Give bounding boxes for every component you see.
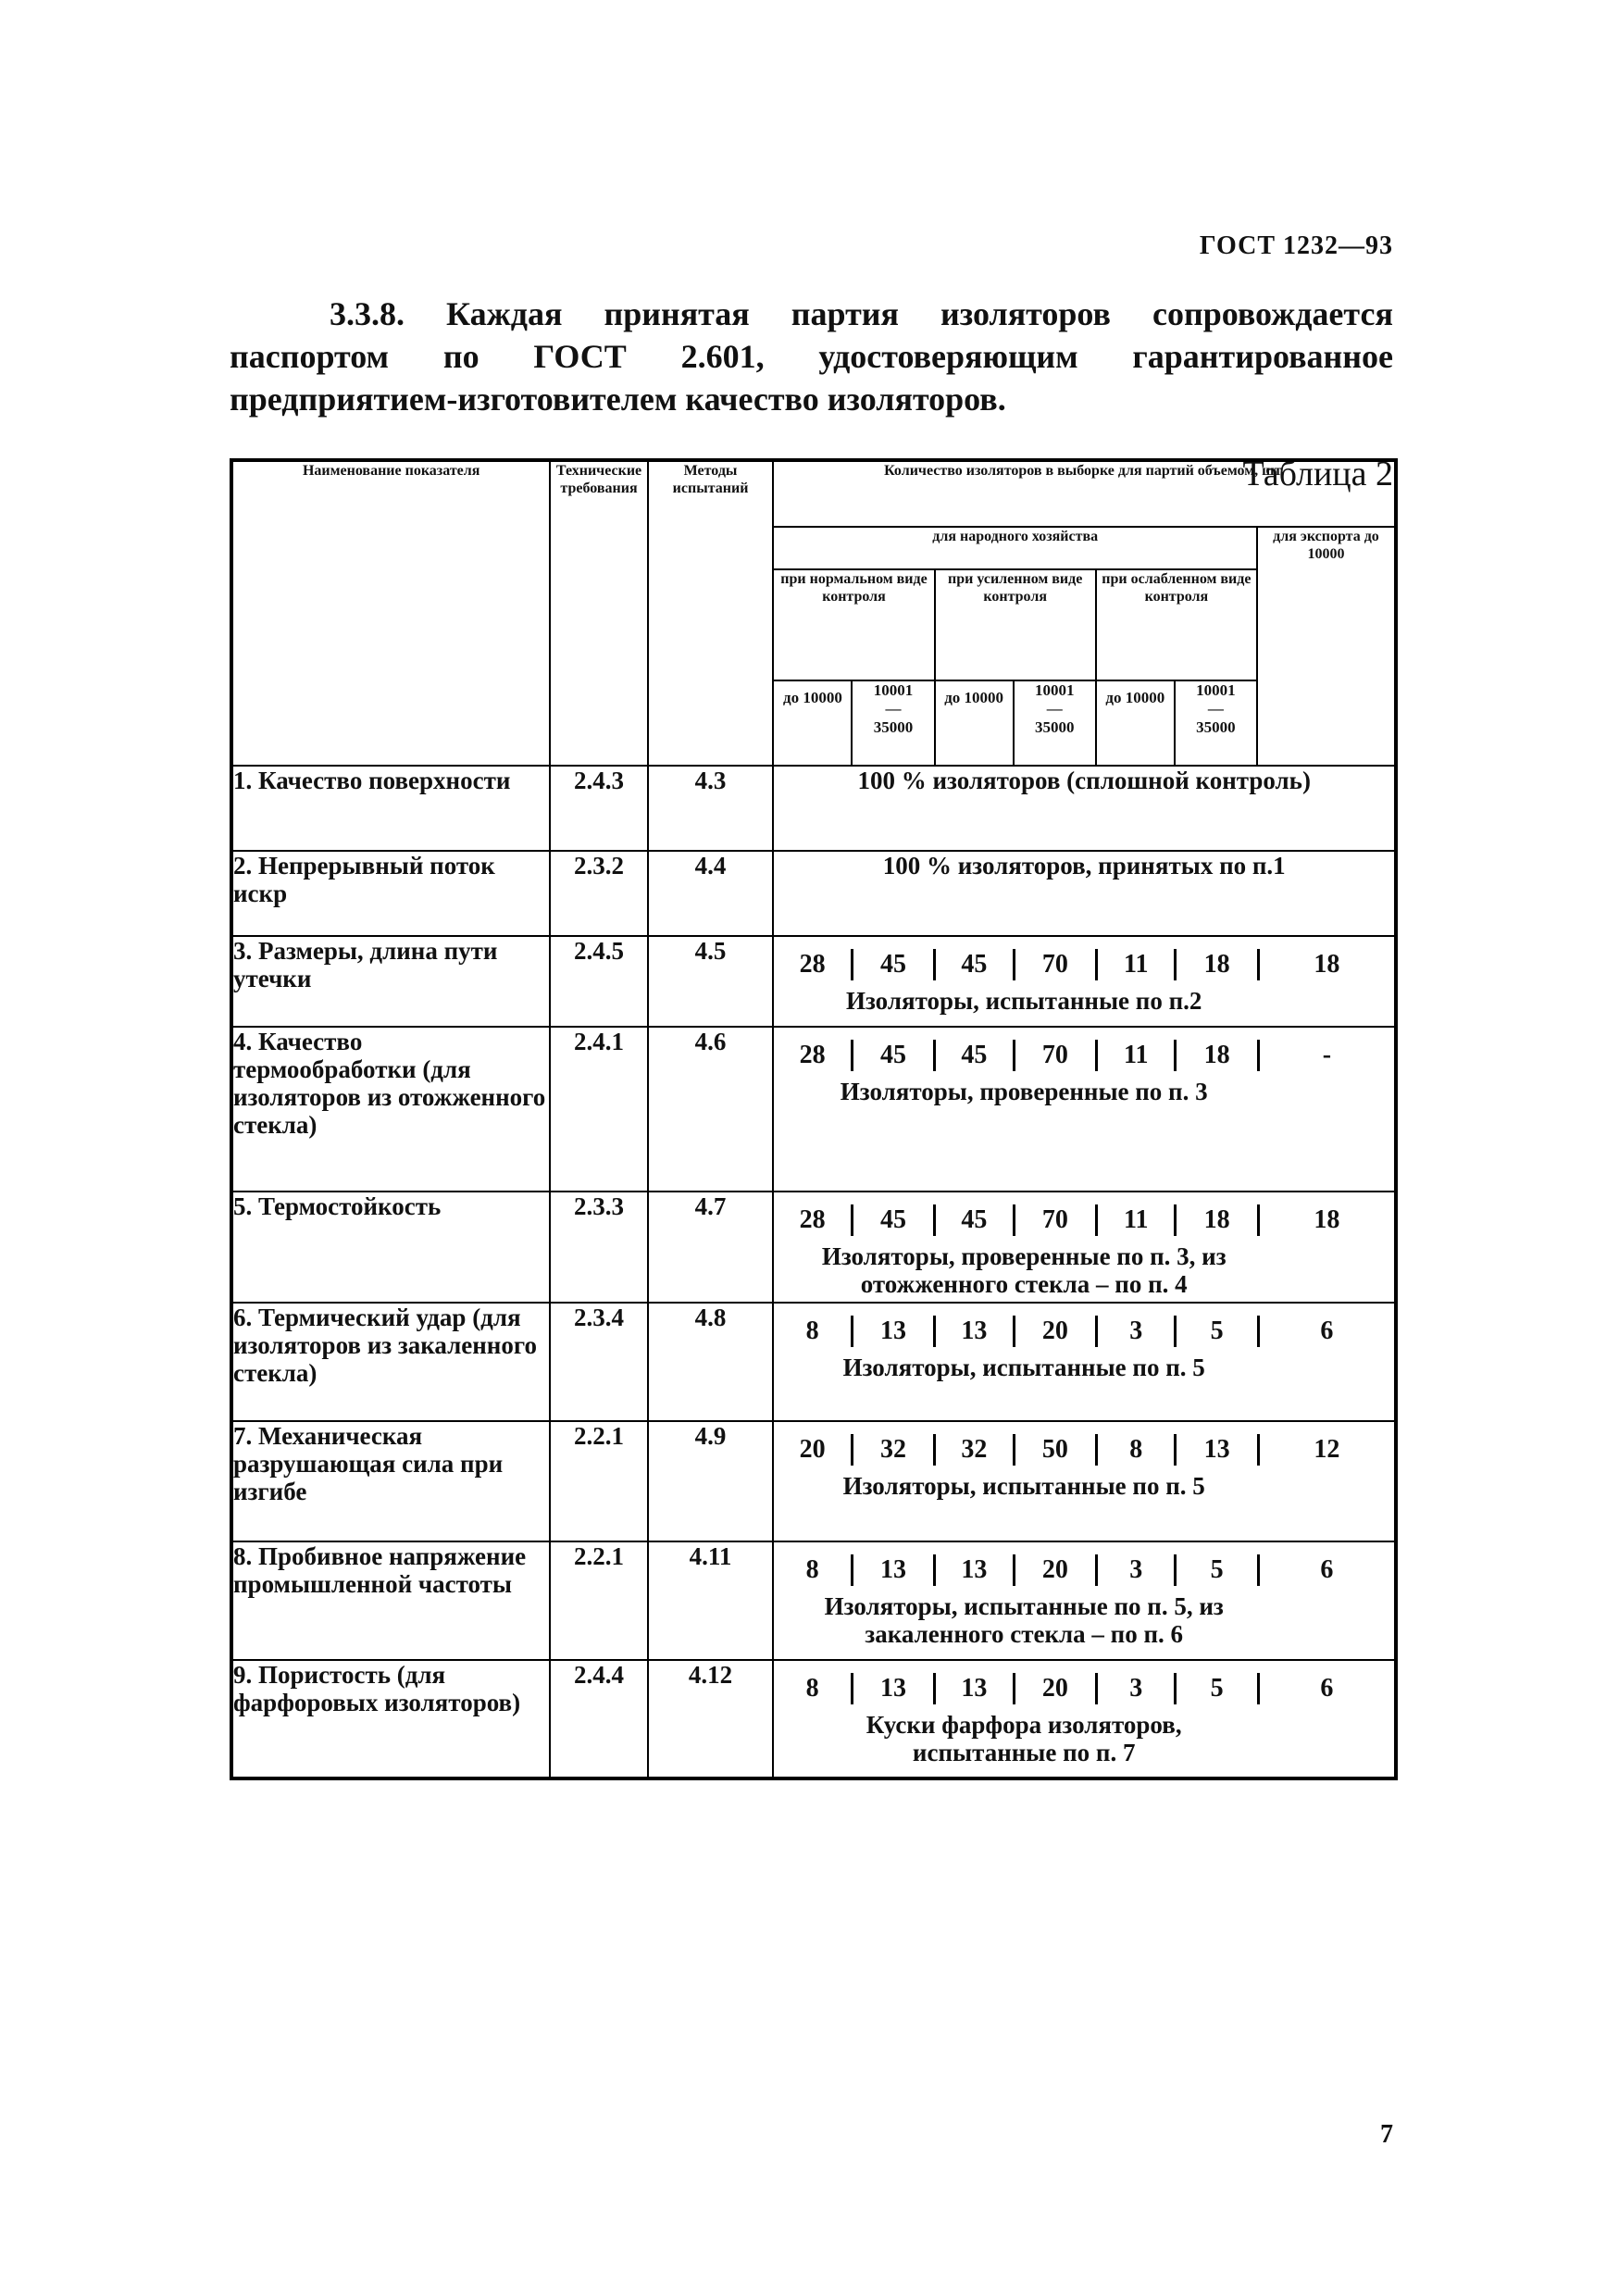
sample-value: 20 [1041, 1555, 1068, 1584]
upto-label: до 10000 [783, 689, 842, 706]
sample-value: 18 [1203, 1205, 1230, 1234]
row-note: Изоляторы, испытанные по п. 5 [842, 1354, 1205, 1381]
sample-value: 13 [880, 1674, 907, 1703]
sample-value: 28 [799, 1205, 826, 1234]
row-method: 4.3 [648, 766, 774, 851]
sample-values [774, 1422, 1394, 1470]
range-bottom: 35000 [1034, 718, 1075, 736]
row-note: Куски фарфора изоляторов, испытанные по п. 7 [866, 1711, 1182, 1766]
header-strict: при усиленном виде контроля [935, 569, 1096, 680]
row-name: 3. Размеры, длина пути утечки [231, 936, 550, 1027]
sample-value: 45 [961, 1205, 988, 1234]
header-normal: при нормальном виде контроля [773, 569, 934, 680]
export-value: 18 [1314, 950, 1340, 979]
sample-value: 18 [1203, 1041, 1230, 1069]
range-top: 10001 [1196, 681, 1236, 699]
data-table [230, 458, 1398, 1780]
sample-value: 28 [799, 1041, 826, 1069]
range-bottom: 35000 [1196, 718, 1236, 736]
header-upto-2 [935, 680, 1014, 766]
row-full-note: 100 % изоляторов (сплошной контроль) [773, 766, 1396, 851]
sample-value: 32 [961, 1435, 988, 1464]
row-note: Изоляторы, проверенные по п. 3, из отожженного стекла – по п. 4 [821, 1242, 1227, 1298]
sample-values [774, 1028, 1394, 1076]
row-method: 4.5 [648, 936, 774, 1027]
sample-values [774, 1304, 1394, 1352]
table-caption: Таблица 2 [1242, 455, 1393, 493]
sample-values [774, 937, 1394, 985]
sample-values [774, 1661, 1394, 1709]
sample-values [774, 1542, 1394, 1591]
header-upto-3 [1096, 680, 1175, 766]
sample-value: 20 [1041, 1674, 1068, 1703]
export-value: 6 [1320, 1674, 1334, 1703]
sample-value: 45 [880, 1205, 907, 1234]
sample-value: 8 [805, 1316, 819, 1345]
sample-value: 3 [1129, 1316, 1143, 1345]
row-full-note: 100 % изоляторов, принятых по п.1 [773, 851, 1396, 936]
sample-value: 13 [961, 1674, 988, 1703]
sample-value: 8 [805, 1674, 819, 1703]
range-top: 10001 [1034, 681, 1075, 699]
table-row [231, 851, 1396, 936]
table-row [231, 1541, 1396, 1660]
row-name: 6. Термический удар (для изоляторов из закаленного стекла) [231, 1303, 550, 1421]
row-tech: 2.3.4 [550, 1303, 647, 1421]
row-values [773, 936, 1396, 1027]
row-note: Изоляторы, испытанные по п.2 [845, 987, 1202, 1015]
row-note: Изоляторы, проверенные по п. 3 [840, 1078, 1208, 1105]
row-tech: 2.4.4 [550, 1660, 647, 1778]
header-range-1 [852, 680, 934, 766]
sample-value: 3 [1129, 1555, 1143, 1584]
page-number: 7 [1380, 2120, 1393, 2149]
sample-value: 3 [1129, 1674, 1143, 1703]
sample-value: 18 [1203, 950, 1230, 979]
sample-value: 70 [1041, 1205, 1068, 1234]
range-dash: — [1046, 700, 1063, 718]
row-method: 4.9 [648, 1421, 774, 1541]
sample-value: 70 [1041, 950, 1068, 979]
sample-value: 11 [1123, 1205, 1149, 1234]
header-range-3 [1175, 680, 1257, 766]
row-values [773, 1027, 1396, 1192]
upto-label: до 10000 [1105, 689, 1165, 706]
row-method: 4.8 [648, 1303, 774, 1421]
row-tech: 2.2.1 [550, 1541, 647, 1660]
export-value: 18 [1314, 1205, 1340, 1234]
sample-values [774, 1192, 1394, 1241]
row-tech: 2.4.1 [550, 1027, 647, 1192]
header-upto-1 [773, 680, 852, 766]
sample-value: 45 [961, 950, 988, 979]
export-value: - [1322, 1041, 1332, 1069]
table-row [231, 936, 1396, 1027]
sample-value: 28 [799, 950, 826, 979]
document-header: ГОСТ 1232—93 [1199, 231, 1393, 260]
header-tech: Технические требования [550, 460, 647, 766]
range-dash: — [1207, 700, 1224, 718]
sample-value: 50 [1041, 1435, 1068, 1464]
sample-value: 45 [880, 950, 907, 979]
sample-value: 13 [961, 1316, 988, 1345]
row-name: 5. Термостойкость [231, 1192, 550, 1303]
row-name: 2. Непрерывный поток искр [231, 851, 550, 936]
header-methods: Методы испытаний [648, 460, 774, 766]
table-row [231, 1303, 1396, 1421]
sample-value: 13 [961, 1555, 988, 1584]
row-method: 4.6 [648, 1027, 774, 1192]
row-method: 4.11 [648, 1541, 774, 1660]
range-bottom: 35000 [873, 718, 914, 736]
table-row [231, 1421, 1396, 1541]
row-method: 4.12 [648, 1660, 774, 1778]
sample-value: 70 [1041, 1041, 1068, 1069]
row-tech: 2.4.3 [550, 766, 647, 851]
sample-value: 20 [1041, 1316, 1068, 1345]
export-value: 6 [1320, 1316, 1334, 1345]
export-value: 6 [1320, 1555, 1334, 1584]
header-export: для экспорта до 10000 [1257, 527, 1396, 766]
row-values [773, 1421, 1396, 1541]
sample-value: 13 [1203, 1435, 1230, 1464]
row-method: 4.4 [648, 851, 774, 936]
row-name: 8. Пробивное напряжение промышленной частоты [231, 1541, 550, 1660]
row-values [773, 1192, 1396, 1303]
row-note: Изоляторы, испытанные по п. 5, из закаленного стекла – по п. 6 [824, 1592, 1224, 1648]
sample-value: 5 [1210, 1316, 1224, 1345]
row-tech: 2.2.1 [550, 1421, 647, 1541]
row-tech: 2.3.2 [550, 851, 647, 936]
row-name: 1. Качество поверхности [231, 766, 550, 851]
row-values [773, 1541, 1396, 1660]
sample-value: 5 [1210, 1674, 1224, 1703]
header-relaxed: при ослабленном виде контроля [1096, 569, 1257, 680]
sample-value: 45 [961, 1041, 988, 1069]
sample-value: 20 [799, 1435, 826, 1464]
sample-value: 11 [1123, 1041, 1149, 1069]
sample-value: 5 [1210, 1555, 1224, 1584]
paragraph-number: 3.3.8. [330, 295, 405, 332]
header-quantity: Количество изоляторов в выборке для партий объемом, шт. [773, 460, 1396, 527]
row-method: 4.7 [648, 1192, 774, 1303]
sample-value: 45 [880, 1041, 907, 1069]
row-values [773, 1660, 1396, 1778]
table-row [231, 1027, 1396, 1192]
row-name: 7. Механическая разрушающая сила при изгибе [231, 1421, 550, 1541]
paragraph-text [230, 293, 1393, 420]
range-dash: — [885, 700, 902, 718]
row-values [773, 1303, 1396, 1421]
export-value: 12 [1314, 1435, 1340, 1464]
header-domestic: для народного хозяйства [773, 527, 1257, 569]
sample-value: 8 [805, 1555, 819, 1584]
sample-value: 13 [880, 1316, 907, 1345]
range-top: 10001 [873, 681, 914, 699]
sample-value: 32 [880, 1435, 907, 1464]
paragraph-body: Каждая принятая партия изоляторов сопровождается паспортом по ГОСТ 2.601, удостоверяющим гарантированное предприятием-изготовителем качество изоляторов. [230, 295, 1393, 418]
upto-label: до 10000 [944, 689, 1004, 706]
header-name: Наименование показателя [231, 460, 550, 766]
row-note: Изоляторы, испытанные по п. 5 [842, 1472, 1205, 1500]
table-row [231, 766, 1396, 851]
row-name: 4. Качество термообработки (для изоляторов из отожженного стекла) [231, 1027, 550, 1192]
sample-value: 13 [880, 1555, 907, 1584]
sample-value: 11 [1123, 950, 1149, 979]
row-tech: 2.3.3 [550, 1192, 647, 1303]
row-tech: 2.4.5 [550, 936, 647, 1027]
header-range-2 [1014, 680, 1096, 766]
row-name: 9. Пористость (для фарфоровых изоляторов) [231, 1660, 550, 1778]
table-row [231, 1192, 1396, 1303]
sample-value: 8 [1129, 1435, 1143, 1464]
table-row [231, 1660, 1396, 1778]
